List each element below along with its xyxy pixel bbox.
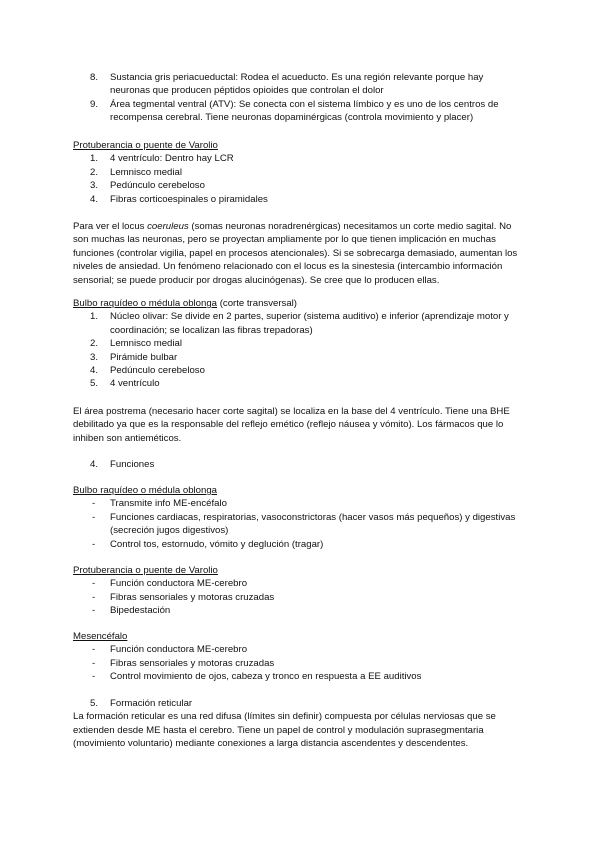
list-text: Pedúnculo cerebeloso (110, 365, 205, 377)
list-text: Lemnisco medial (110, 338, 182, 350)
list-text: Núcleo olivar: Se divide en 2 partes, superior (sistema auditivo) e inferior (aprendizaje motor y coordinación; se localizan las fibras trepadoras) (110, 311, 509, 336)
list-item (73, 657, 525, 670)
list-number: 9. (90, 98, 99, 110)
section-heading: Protuberancia o puente de Varolio (73, 140, 218, 151)
section-heading: Protuberancia o puente de Varolio (73, 565, 218, 576)
list-item (73, 98, 525, 125)
list-number: 5. (90, 378, 99, 390)
list-text: Área tegmental ventral (ATV): Se conecta con el sistema límbico y es uno de los centros de recompensa cerebral. Tiene neuronas dopaminérgicas (controla movimiento y placer) (110, 98, 499, 124)
paragraph-text: Para ver el locus (73, 221, 148, 232)
bullet-dash: - (92, 511, 96, 523)
list-text: Funciones cardiacas, respiratorias, vasoconstrictoras (hacer vasos más pequeños) y digestivas (secreción jugos digestivos) (110, 511, 516, 537)
list-text: 4 ventrículo: Dentro hay LCR (110, 153, 234, 165)
bullet-dash: - (92, 644, 96, 656)
bulbo-section (73, 297, 525, 391)
list-text: Sustancia gris periacueductal: Rodea el acueducto. Es una región relevante porque hay neuronas que producen péptidos opioides que controlan el dolor (110, 72, 484, 97)
funciones-bulbo-section (73, 484, 525, 551)
bullet-dash: - (92, 578, 96, 590)
bullet-dash: - (92, 605, 96, 617)
section-heading: Bulbo raquídeo o médula oblonga (73, 298, 218, 309)
paragraph-text: La formación reticular es una red difusa (límites sin definir) compuesta por células nerviosas que se extienden desde ME hasta el cerebro. Tiene un papel de control y modulación suprasegmentaria (movimiento voluntario) mediante conexiones a larga distancia ascendentes y descendentes. (73, 711, 496, 750)
list-text: Fibras sensoriales y motoras cruzadas (110, 591, 275, 603)
section-heading: Bulbo raquídeo o médula oblonga (73, 485, 218, 496)
funciones-protuberancia-section (73, 564, 525, 618)
list-text: Función conductora ME-cerebro (110, 644, 248, 656)
list-item (73, 193, 525, 206)
list-text: Pedúnculo cerebeloso (110, 180, 205, 192)
list-item (73, 604, 525, 617)
list-number: 4. (90, 459, 99, 470)
heading-text: Formación reticular (110, 698, 193, 709)
numbered-heading (73, 697, 525, 710)
bullet-dash: - (92, 591, 96, 603)
list-item (73, 591, 525, 604)
bullet-dash: - (92, 671, 96, 683)
list-text: Función conductora ME-cerebro (110, 578, 248, 590)
list-text: Bipedestación (110, 605, 171, 617)
section-heading-line (73, 297, 525, 310)
list-item (73, 71, 525, 98)
list-item (73, 310, 525, 337)
list-number: 2. (90, 166, 99, 178)
list-number: 3. (90, 351, 99, 363)
list-item (73, 643, 525, 656)
list-number: 4. (90, 365, 99, 377)
list-item (73, 511, 525, 538)
paragraph-text: (somas neuronas noradrenérgicas) necesitamos un corte medio sagital. No son muchas las neuronas, pero se proyectan ampliamente por lo que tienen implicación en muchas funciones (controlar vigilia, papel en procesos atencionales). Si se sobrecarga demasiado, aumentan los niveles de ansiedad. Un fenómeno relacionado con el locus es la sinestesia (intercambio información sensorial; se puede producir por drogas alucinógenas). Se cree que lo producen ellas. (73, 221, 518, 286)
list-item (73, 364, 525, 377)
list-text: Fibras corticoespinales o piramidales (110, 193, 268, 205)
list-text: Control movimiento de ojos, cabeza y tronco en respuesta a EE auditivos (110, 671, 422, 683)
funciones-mesencefalo-section (73, 630, 525, 684)
italic-term: coeruleus (147, 221, 189, 232)
paragraph (73, 220, 525, 287)
paragraph-text: El área postrema (necesario hacer corte sagital) se localiza en la base del 4 ventrículo. Tiene una BHE debilitado ya que es la responsable del reflejo emético (reflejo náusea y vómito). Los fármacos que lo inhiben son antieméticos. (73, 406, 510, 444)
list-number: 3. (90, 180, 99, 192)
numbered-heading (73, 458, 525, 471)
list-number: 5. (90, 698, 99, 709)
list-text: Control tos, estornudo, vómito y deglución (tragar) (110, 538, 324, 550)
bullet-dash: - (92, 498, 96, 510)
list-item (73, 670, 525, 683)
list-text: Pirámide bulbar (110, 351, 178, 363)
list-item (73, 577, 525, 590)
list-item (73, 351, 525, 364)
list-item (73, 179, 525, 192)
list-number: 2. (90, 338, 99, 350)
list-item (73, 166, 525, 179)
list-item (73, 538, 525, 551)
list-item (73, 377, 525, 390)
list-number: 1. (90, 153, 99, 165)
list-number: 8. (90, 72, 99, 83)
list-item (73, 337, 525, 350)
section-heading-suffix: (corte transversal) (217, 298, 297, 309)
bullet-dash: - (92, 538, 96, 550)
protuberancia-section (73, 139, 525, 206)
list-text: Lemnisco medial (110, 166, 182, 178)
intro-list (73, 71, 525, 125)
section-5 (73, 697, 525, 751)
section-4 (73, 458, 525, 471)
section-heading: Mesencéfalo (73, 631, 128, 642)
list-text: Transmite info ME-encéfalo (110, 498, 227, 510)
bullet-dash: - (92, 657, 96, 669)
list-text: Fibras sensoriales y motoras cruzadas (110, 657, 275, 669)
heading-text: Funciones (110, 459, 155, 470)
locus-paragraph (73, 220, 525, 287)
list-item (73, 152, 525, 165)
list-text: 4 ventrículo (110, 378, 160, 390)
area-postrema-paragraph (73, 405, 525, 445)
list-number: 1. (90, 311, 99, 323)
list-item (73, 497, 525, 510)
list-number: 4. (90, 193, 99, 205)
